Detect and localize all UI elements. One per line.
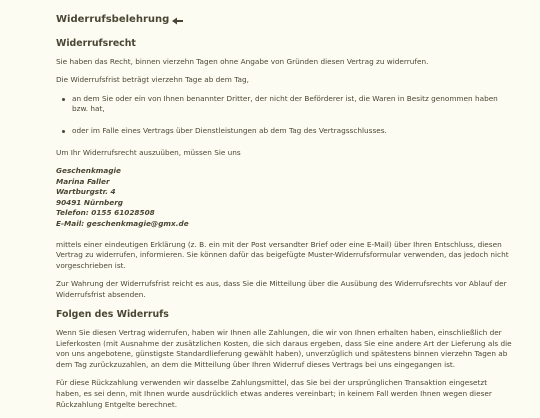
paragraph: Die Widerrufsfrist beträgt vierzehn Tage ab dem Tag, (56, 75, 249, 85)
section-heading-folgen: Folgen des Widerrufs (56, 309, 169, 321)
address-street: Wartburgstr. 4 (56, 187, 116, 197)
address-email[interactable]: E-Mail: geschenkmagie@gmx.de (56, 218, 189, 228)
list-item: an dem Sie oder ein von Ihnen benannter Dritter, der nicht der Beförderer ist, die Waren in Besitz genommen haben bzw. hat, (56, 94, 512, 115)
section-heading-widerrufsrecht: Widerrufsrecht (56, 38, 136, 49)
paragraph: mittels einer eindeutigen Erklärung (z. B. ein mit der Post versandter Brief oder eine E-Mail) über Ihren Entschluss, diesen Vertrag zu widerrufen, informieren. Sie können dafür das beigefügte Muster-Widerrufsformular verwenden, das jedoch nicht vorgeschrieben ist. (56, 239, 509, 270)
document (56, 8, 512, 418)
back-arrow-icon[interactable] (172, 16, 183, 24)
bullet-list (56, 94, 512, 137)
paragraph: Um Ihr Widerrufsrecht auszuüben, müssen Sie uns (56, 147, 241, 157)
address-city: 90491 Nürnberg (56, 197, 124, 207)
address-name: Marina Faller (56, 176, 110, 186)
page-title (56, 8, 512, 32)
address-phone: Telefon: 0155 61028508 (56, 208, 155, 218)
paragraph: Zur Wahrung der Widerrufsfrist reicht es aus, dass Sie die Mitteilung über die Ausübung des Widerrufsrechts vor Ablauf der Widerrufsfrist absenden. (56, 279, 507, 299)
address-company: Geschenkmagie (56, 166, 121, 176)
contact-address (56, 166, 512, 229)
paragraph: Sie haben das Recht, binnen vierzehn Tagen ohne Angabe von Gründen diesen Vertrag zu widerrufen. (56, 56, 429, 66)
page-title-text: Widerrufsbelehrung (56, 13, 170, 25)
paragraph: Für diese Rückzahlung verwenden wir dasselbe Zahlungsmittel, das Sie bei der ursprünglichen Transaktion eingesetzt haben, es sei denn, mit Ihnen wurde ausdrücklich etwas anderes vereinbart; in keinem Fall werden Ihnen wegen dieser Rückzahlung Entgelte berechnet. (56, 378, 492, 409)
list-item: oder im Falle eines Vertrags über Dienstleistungen ab dem Tag des Vertragsschlusses. (56, 126, 512, 137)
paragraph: Wenn Sie diesen Vertrag widerrufen, haben wir Ihnen alle Zahlungen, die wir von Ihnen erhalten haben, einschließlich der Lieferkosten (mit Ausnahme der zusätzlichen Kosten, die sich daraus ergeben, dass Sie eine andere Art der Lieferung als die von uns angebotene, günstigste Standardlieferung gewählt haben), unverzüglich und spätestens binnen vierzehn Tagen ab dem Tag zurückzuzahlen, an dem die Mitteilung über Ihren Widerruf dieses Vertrags bei uns eingegangen ist. (56, 328, 512, 369)
